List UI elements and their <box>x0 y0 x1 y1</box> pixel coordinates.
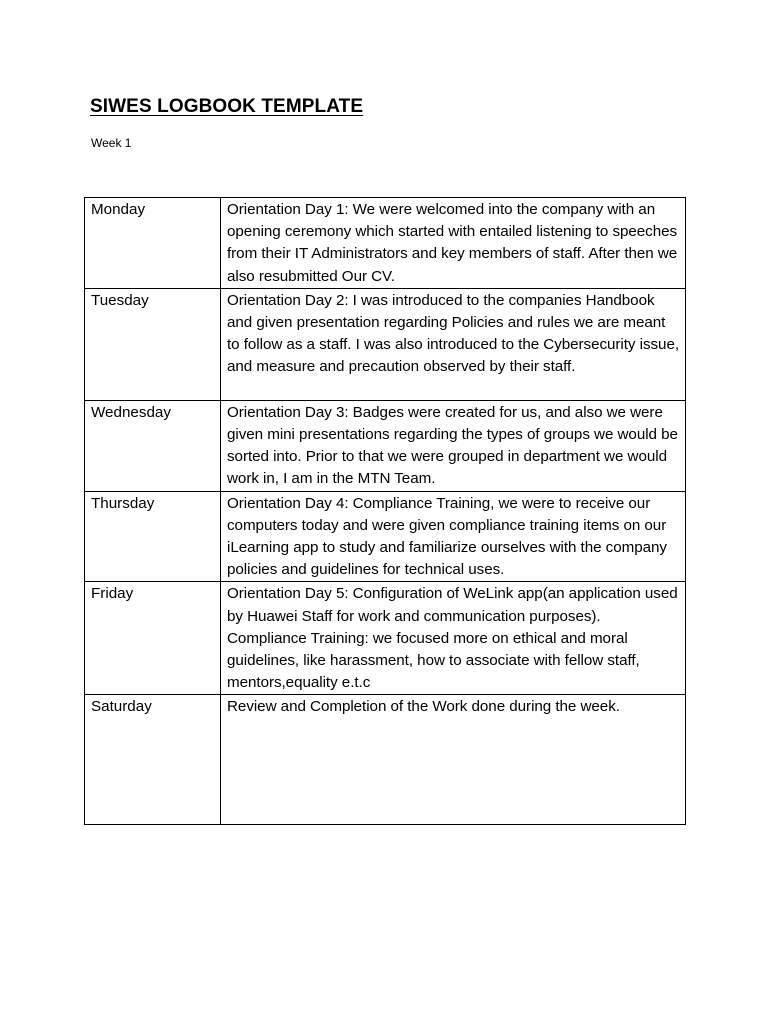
entry-cell: Review and Completion of the Work done during the week. <box>221 695 686 825</box>
day-cell: Monday <box>85 198 221 289</box>
entry-cell: Orientation Day 2: I was introduced to the companies Handbook and given presentation regarding Policies and rules we are meant to follow as a staff. I was also introduced to the Cybersecurity issue, and measure and precaution observed by their staff. <box>221 288 686 400</box>
table-row <box>85 198 686 289</box>
day-cell: Tuesday <box>85 288 221 400</box>
entry-cell: Orientation Day 1: We were welcomed into the company with an opening ceremony which started with entailed listening to speeches from their IT Administrators and key members of staff. After then we also resubmitted Our CV. <box>221 198 686 289</box>
week-label: Week 1 <box>91 136 132 150</box>
table-row <box>85 288 686 400</box>
table-row <box>85 400 686 491</box>
table-row <box>85 491 686 582</box>
table-row <box>85 582 686 695</box>
day-cell: Friday <box>85 582 221 695</box>
entry-cell: Orientation Day 3: Badges were created for us, and also we were given mini presentations regarding the types of groups we would be sorted into. Prior to that we were grouped in department we would work in, I am in the MTN Team. <box>221 400 686 491</box>
table-row <box>85 695 686 825</box>
day-cell: Wednesday <box>85 400 221 491</box>
document-title: SIWES LOGBOOK TEMPLATE <box>90 96 364 117</box>
entry-cell: Orientation Day 5: Configuration of WeLink app(an application used by Huawei Staff for work and communication purposes). Compliance Training: we focused more on ethical and moral guidelines, like harassment, how to associate with fellow staff, mentors,equality e.t.c <box>221 582 686 695</box>
day-cell: Thursday <box>85 491 221 582</box>
entry-cell: Orientation Day 4: Compliance Training, we were to receive our computers today and were given compliance training items on our iLearning app to study and familiarize ourselves with the company policies and guidelines for technical uses. <box>221 491 686 582</box>
day-cell: Saturday <box>85 695 221 825</box>
logbook-table <box>84 197 686 825</box>
